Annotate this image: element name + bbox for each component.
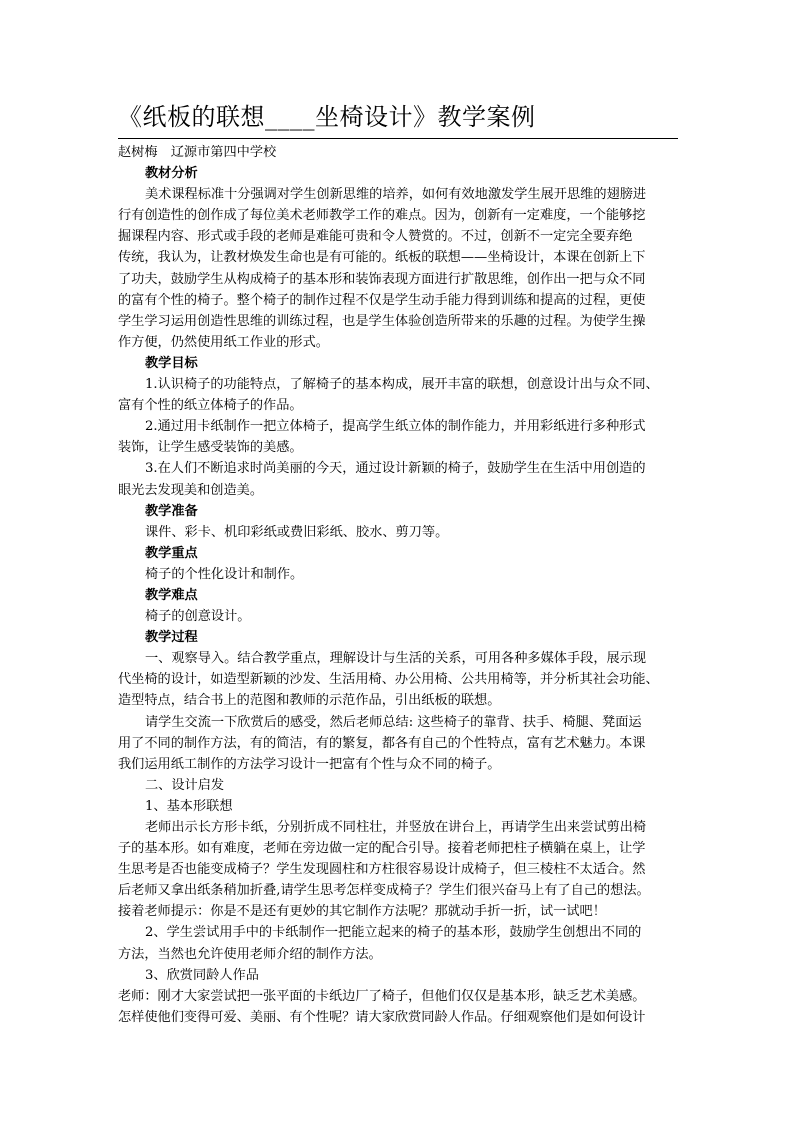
text-line: 老师：刚才大家尝试把一张平面的卡纸边厂了椅子，但他们仅仅是基本形，缺乏艺术美感。 bbox=[118, 988, 646, 1004]
text-line: 后老师又拿出纸条稍加折叠,请学生思考怎样变成椅子？学生们很兴奋马上有了自己的想法。 bbox=[118, 883, 650, 899]
text-line: 2、学生尝试用手中的卡纸制作一把能立起来的椅子的基本形，鼓励学生创想出不同的 bbox=[145, 925, 642, 941]
text-line: 接着老师提示：你是不是还有更妙的其它制作方法呢？那就动手折一折，试一试吧！ bbox=[118, 904, 606, 920]
text-line: 生思考是否也能变成椅子？学生发现圆柱和方柱很容易设计成椅子，但三棱柱不太适合。然 bbox=[118, 862, 646, 878]
text-line: 作方便，仍然使用纸工作业的形式。 bbox=[118, 334, 329, 350]
text-line: 一、观察导入。结合教学重点，理解设计与生活的关系，可用各种多媒体手段，展示现 bbox=[145, 651, 647, 667]
section-heading: 教学目标 bbox=[145, 355, 198, 371]
document-body bbox=[118, 142, 678, 1028]
text-line: 装饰，让学生感受装饰的美感。 bbox=[118, 440, 303, 456]
text-line: 我们运用纸工制作的方法学习设计一把富有个性与众不同的椅子。 bbox=[118, 756, 501, 772]
document-title: 《纸板的联想____坐椅设计》教学案例 bbox=[118, 103, 536, 131]
text-line: 课件、彩卡、机印彩纸或费旧彩纸、胶水、剪刀等。 bbox=[145, 524, 449, 540]
text-line: 请学生交流一下欣赏后的感受，然后老师总结: 这些椅子的靠背、扶手、椅腿、凳面运 bbox=[145, 714, 642, 730]
text-line: 造型特点，结合书上的范图和教师的示范作品，引出纸板的联想。 bbox=[118, 693, 501, 709]
section-heading: 教学重点 bbox=[145, 545, 198, 561]
text-line: 二、设计启发 bbox=[145, 777, 225, 793]
text-line: 掘课程内容、形式或手段的老师是难能可贵和令人赞赏的。不过，创新不一定完全要弃绝 bbox=[118, 229, 633, 245]
text-line: 代坐椅的设计，如造型新颖的沙发、生活用椅、办公用椅、公共用椅等，并分析其社会功能、 bbox=[118, 672, 659, 688]
section-heading: 教学准备 bbox=[145, 503, 198, 519]
text-line: 的富有个性的椅子。整个椅子的制作过程不仅是学生动手能力得到训练和提高的过程，更使 bbox=[118, 292, 646, 308]
text-line: 用了不同的制作方法，有的简洁，有的繁复，都各有自己的个性特点，富有艺术魅力。本课 bbox=[118, 735, 646, 751]
text-line: 行有创造性的创作成了每位美术老师教学工作的难点。因为，创新有一定难度，一个能够挖 bbox=[118, 208, 646, 224]
text-line: 眼光去发现美和创造美。 bbox=[118, 482, 264, 498]
title-underline-rule bbox=[118, 138, 678, 139]
text-line: 3.在人们不断追求时尚美丽的今天，通过设计新颖的椅子，鼓励学生在生活中用创造的 bbox=[145, 461, 646, 477]
text-line: 富有个性的纸立体椅子的作品。 bbox=[118, 398, 303, 414]
text-line: 1、基本形联想 bbox=[145, 798, 233, 814]
section-heading: 教学过程 bbox=[145, 630, 198, 646]
text-line: 方法，当然也允许使用老师介绍的制作方法。 bbox=[118, 946, 382, 962]
text-line: 美术课程标准十分强调对学生创新思维的培养，如何有效地激发学生展开思维的翅膀进 bbox=[145, 187, 647, 203]
text-line: 传统，我认为，让教材焕发生命也是有可能的。纸板的联想——坐椅设计，本课在创新上下 bbox=[118, 250, 646, 266]
text-line: 2.通过用卡纸制作一把立体椅子，提高学生纸立体的制作能力，并用彩纸进行多种形式 bbox=[145, 419, 646, 435]
text-line: 了功夫，鼓励学生从构成椅子的基本形和装饰表现方面进行扩散思维，创作出一把与众不同 bbox=[118, 271, 646, 287]
section-heading: 教材分析 bbox=[145, 166, 198, 182]
text-line: 椅子的创意设计。 bbox=[145, 609, 251, 625]
text-line: 学生学习运用创造性思维的训练过程，也是学生体验创造所带来的乐趣的过程。为使学生操 bbox=[118, 313, 646, 329]
text-line: 3、欣赏同龄人作品 bbox=[145, 967, 259, 983]
text-line: 怎样使他们变得可爱、美丽、有个性呢？请大家欣赏同龄人作品。仔细观察他们是如何设计 bbox=[118, 1009, 646, 1025]
text-line: 老师出示长方形卡纸，分别折成不同柱壮，并竖放在讲台上，再请学生出来尝试剪出椅 bbox=[145, 820, 647, 835]
text-line: 1.认识椅子的功能特点，了解椅子的基本构成，展开丰富的联想，创意设计出与众不同、 bbox=[145, 377, 659, 393]
section-heading: 教学难点 bbox=[145, 587, 198, 603]
author-line: 赵树梅 辽源市第四中学校 bbox=[118, 145, 277, 160]
text-line: 子的基本形。如有难度，老师在旁边做一定的配合引导。接着老师把柱子横躺在桌上，让学 bbox=[118, 841, 646, 857]
text-line: 椅子的个性化设计和制作。 bbox=[145, 566, 304, 582]
